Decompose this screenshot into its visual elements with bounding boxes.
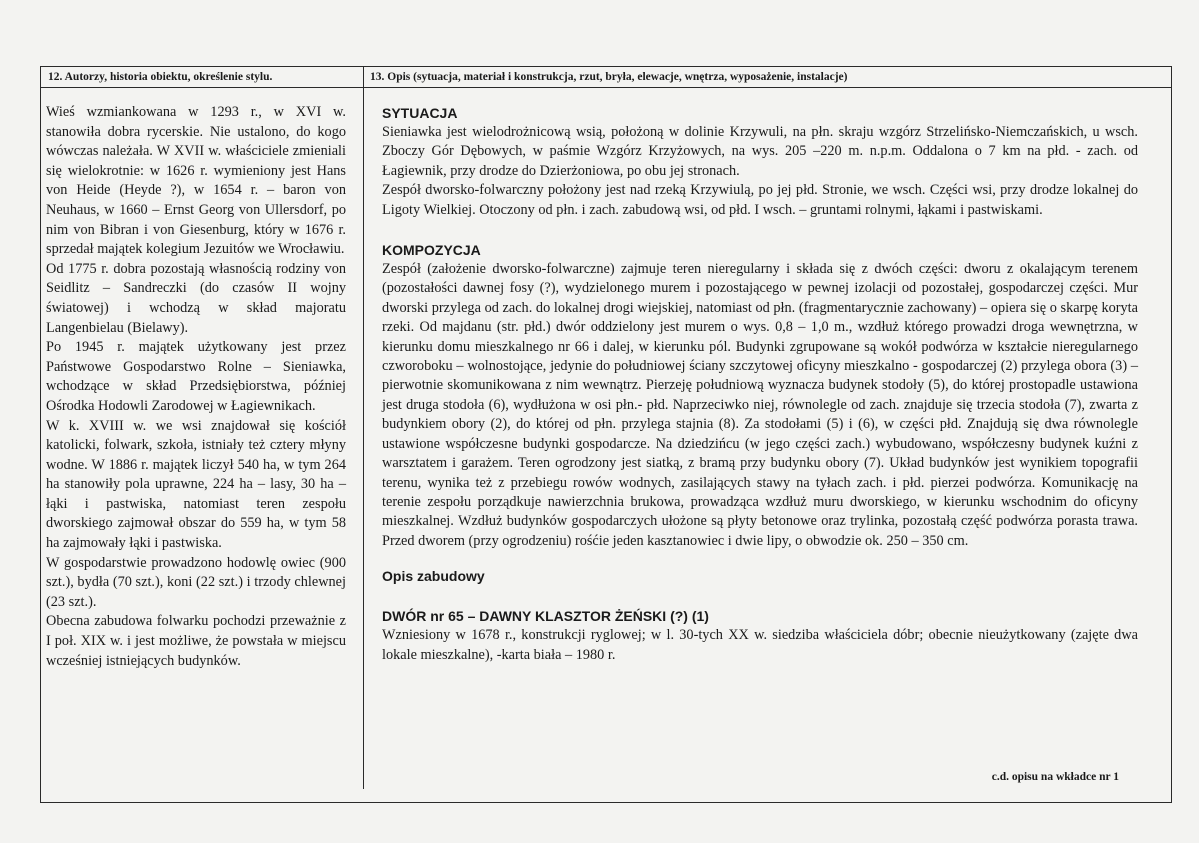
- spacer: [382, 220, 1138, 241]
- continuation-note: c.d. opisu na wkładce nr 1: [991, 771, 1119, 783]
- column-divider: [363, 66, 364, 789]
- manor-paragraph: Wzniesiony w 1678 r., konstrukcji ryglowej; w l. 30-tych XX w. siedziba właściciela dóbr; obecnie nieużytkowany (zajęte dwa lokale mieszkalne), -karta biała – 1980 r.: [382, 627, 1138, 663]
- history-paragraph: Obecna zabudowa folwarku pochodzi przeważnie z I poł. XIX w. i jest możliwe, że powstała w miejscu wcześniej istniejących budynków.: [46, 613, 346, 669]
- description-section-header: 13. Opis (sytuacja, materiał i konstrukcja, rzut, bryła, elewacje, wnętrza, wyposażenie, instalacje): [364, 66, 1172, 88]
- history-paragraph: Od 1775 r. dobra pozostają własnością rodziny von Seidlitz – Sandreczki (do czasów II wojny światowej) i wchodzą w skład majoratu Langenbielau (Bielawy).: [46, 260, 346, 336]
- history-section-header: 12. Autorzy, historia obiektu, określenie stylu.: [40, 66, 363, 88]
- situation-paragraph: Zespół dworsko-folwarczny położony jest nad rzeką Krzywiulą, po jej płd. Stronie, we wsch. Części wsi, przy drodze lokalnej do Ligoty Wielkiej. Otoczony od płn. i zach. zabudową wsi, od płd. I wsch. – gruntami rolnymi, łąkami i pastwiskami.: [382, 182, 1138, 218]
- spacer: [382, 586, 1138, 607]
- situation-paragraph: Sieniawka jest wielodrożnicową wsią, położoną w dolinie Krzywuli, na płn. skraju wzgórz Strzelińsko-Niemczańskich, u wsch. Zboczy Gór Dębowych, w paśmie Wzgórz Krzyżowych, na wys. 205 –220 m. n.p.m. Oddalona o 7 km na płd. - zach. od Łagiewnik, przy drodze do Dzierżoniowa, po obu jej stronach.: [382, 124, 1138, 179]
- history-column: [46, 103, 346, 671]
- description-column: [382, 104, 1138, 665]
- history-paragraph: W k. XVIII w. we wsi znajdował się kościół katolicki, folwark, szkoła, istniały też cztery młyny wodne. W 1886 r. majątek liczył 540 ha, w tym 264 ha stanowiły pola uprawne, 224 ha – lasy, 30 ha – łąki i pastwiska, natomiast teren zespołu dworskiego zajmował obszar do 559 ha, w tym 58 ha zajmowały łąki i pastwiska.: [46, 417, 346, 552]
- history-paragraph: Wieś wzmiankowana w 1293 r., w XVI w. stanowiła dobra rycerskie. Nie ustalono, do kogo wówczas należała. W XVII w. właściciele zmieniali się wielokrotnie: w 1626 r. wymieniony jest Hans von Heide (Heyde ?), w 1654 r. – baron von Neuhaus, w 1660 – Ernst Georg von Ullersdorf, po nim von Bibran i von Giesenburg, który w 1676 r. sprzedał majątek kolegium Jezuitów we Wrocławiu.: [46, 104, 346, 258]
- history-paragraph: W gospodarstwie prowadzono hodowlę owiec (900 szt.), bydła (70 szt.), koni (22 szt.) i trzody chlewnej (23 szt.).: [46, 554, 346, 610]
- spacer: [382, 551, 1138, 567]
- manor-heading: DWÓR nr 65 – DAWNY KLASZTOR ŻEŃSKI (?) (1): [382, 608, 709, 625]
- composition-paragraph: Zespół (założenie dworsko-folwarczne) zajmuje teren nieregularny i składa się z dwóch części: dworu z okalającym terenem (pozostałości dawnej fosy (?), wydzielonego murem i pozostającego w pewnej izolacji od pozostałej, gospodarczej części. Mur dworski przylega od zach. do lokalnej drogi wiejskiej, natomiast od płn. (fragmentarycznie zachowany) – opiera się o skarpę koryta rzeki. Od majdanu (str. płd.) dwór oddzielony jest murem o wys. 0,8 – 1,0 m., wzdłuż którego prowadzi droga wewnętrzna, w kierunku domu mieszkalnego nr 66 i dalej, w kierunku pól. Budynki zgrupowane są wokół podwórza w kształcie nieregularnego czworoboku – wolnostojące, jedynie do południowej ściany szczytowej oficyny mieszkalno - gospodarczej (2) przylega obora (3) – pierwotnie skomunikowana z nim wewnątrz. Pierzeję południową wyznacza budynek stodoły (5), do której prostopadle ustawiona jest druga stodoła (6), wydłużona w osi płn.- płd. Naprzeciwko niej, równolegle od zach. znajduje się trzecia stodoła (7), zwarta z budynkiem obory (2), do której od płn. przylega stajnia (8). Za stodołami (5) i (6), w części płd. Znajdują się dwa równolegle ustawione współczesne budynki gospodarcze. Na dziedzińcu (w jego części zach.) wybudowano, współczesny budynek kuźni z warsztatem i garażem. Teren ogrodzony jest siatką, z bramą przy budynku obory (7). Układ budynków jest wynikiem topografii terenu, wynika też z przebiegu rowów wodnych, zasilających stawy na tyłach zach. i płd. pierzei podwórza. Komunikację na terenie zespołu porządkuje nawierzchnia brukowa, prowadząca wzdłuż muru dworskiego, w kierunku wschodnim do oficyny mieszkalnej. Wzdłuż budynków gospodarczych ułożone są płyty betonowe oraz trylinka, pozostałą część podwórza porasta trawa. Przed dworem (przy ogrodzeniu) rośćie jeden kasztanowiec i dwie lipy, o obwodzie ok. 250 – 350 cm.: [382, 261, 1138, 549]
- history-paragraph: Po 1945 r. majątek użytkowany jest przez Państwowe Gospodarstwo Rolne – Sieniawka, wchodzące w skład Przedsiębiorstwa, później Ośrodka Hodowli Zarodowej w Łagiewnikach.: [46, 339, 346, 414]
- buildings-heading: Opis zabudowy: [382, 568, 485, 585]
- composition-heading: KOMPOZYCJA: [382, 242, 481, 259]
- situation-heading: SYTUACJA: [382, 105, 458, 121]
